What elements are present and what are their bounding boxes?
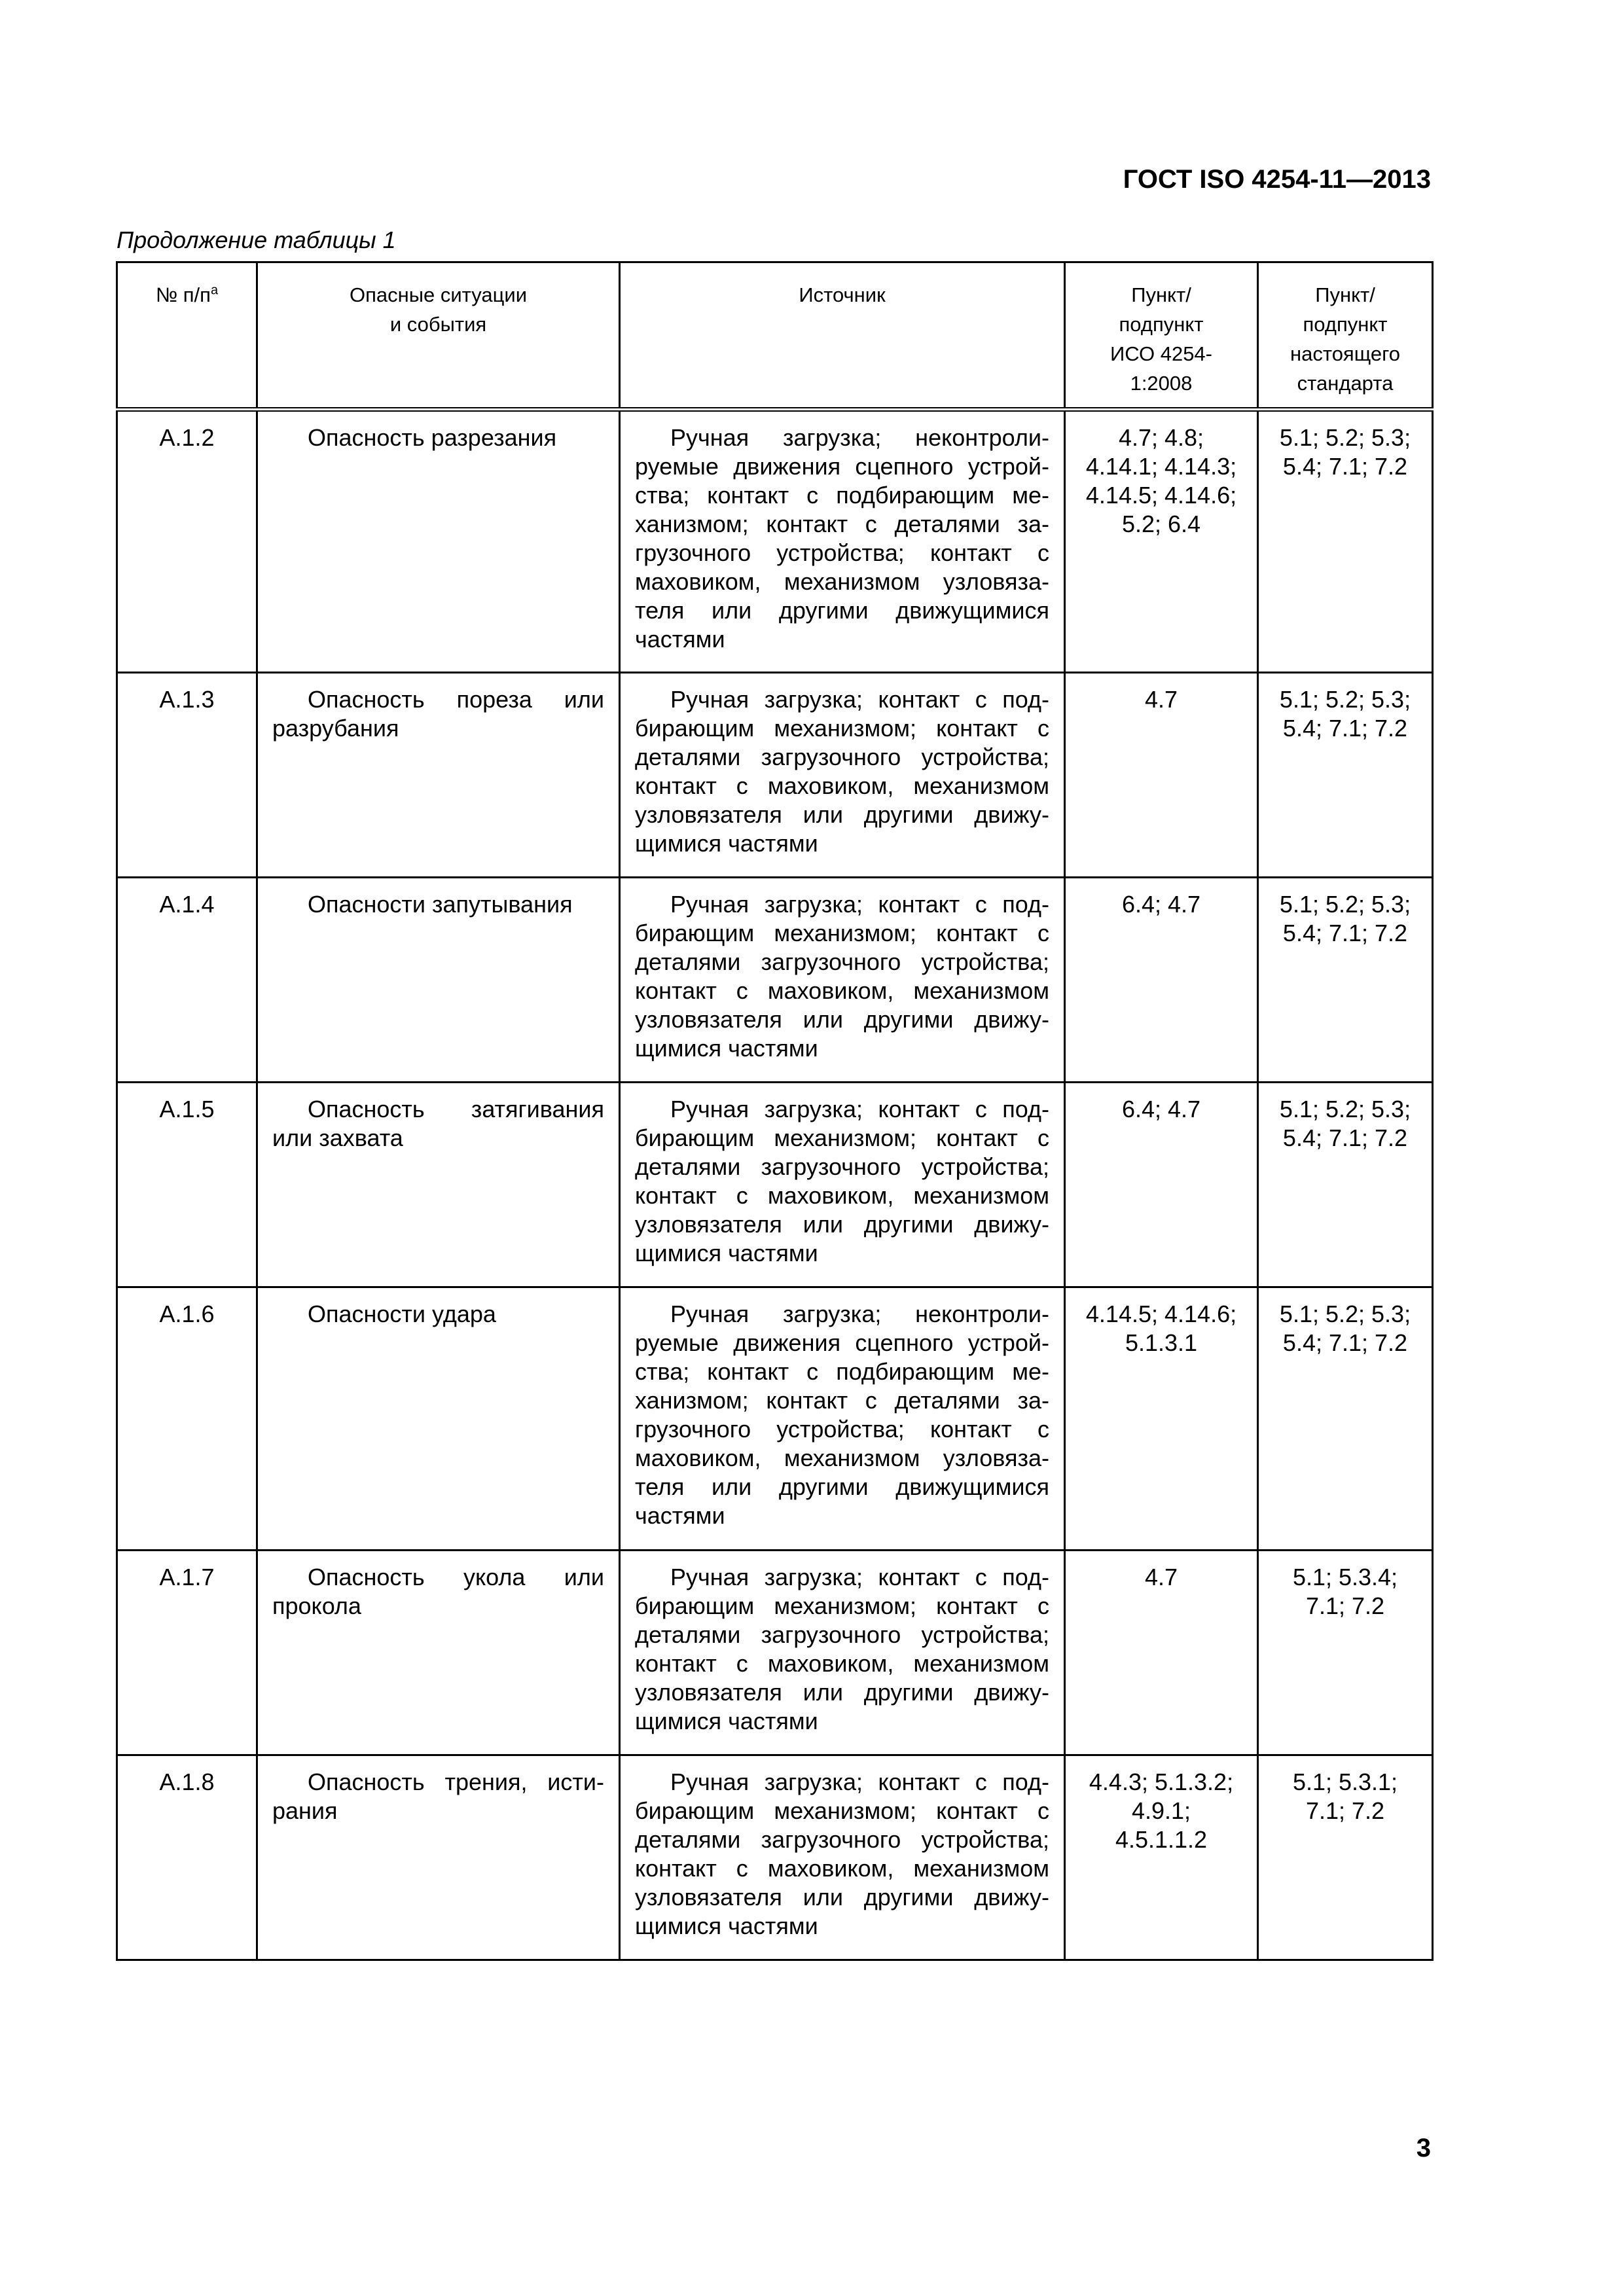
hazard-situation-cell: Опасность затягивания или захвата xyxy=(257,1083,620,1287)
document-standard-header: ГОСТ ISO 4254-11—2013 xyxy=(1123,165,1431,194)
row-number-cell: А.1.8 xyxy=(117,1755,257,1960)
std-clause-cell xyxy=(1258,1551,1433,1755)
row-number-cell: А.1.4 xyxy=(117,878,257,1083)
row-number-cell: А.1.2 xyxy=(117,410,257,673)
header-situations xyxy=(257,262,620,410)
table-row xyxy=(117,1083,1433,1287)
header-num-footnote-mark: a xyxy=(210,283,219,298)
hazard-source-cell: Ручная загрузка; контакт с подбирающим механизмом; контакт с деталями загрузочного устройства; контакт с маховиком, механизмом узловязателя или другими движущимися частями xyxy=(620,878,1065,1083)
header-std-line: Пункт/ xyxy=(1315,283,1375,306)
hazard-source-cell: Ручная загрузка; неконтролируемые движения сцепного устройства; контакт с подбирающим механизмом; контакт с деталями загрузочного устройства; контакт с маховиком, механизмом узловязателя или другими движущимися частями xyxy=(620,1287,1065,1551)
table-caption: Продолжение таблицы 1 xyxy=(117,226,396,253)
header-iso-clause xyxy=(1065,262,1258,410)
std-clause-cell xyxy=(1258,410,1433,673)
iso-clause-line: 5.1.3.1 xyxy=(1125,1329,1198,1356)
header-source-label: Источник xyxy=(799,283,886,306)
iso-clause-cell xyxy=(1065,673,1258,878)
iso-clause-line: 4.14.5; 4.14.6; xyxy=(1085,482,1237,509)
table-row xyxy=(117,878,1433,1083)
row-number-cell: А.1.5 xyxy=(117,1083,257,1287)
iso-clause-line: 4.4.3; 5.1.3.2; xyxy=(1089,1768,1234,1795)
iso-clause-cell xyxy=(1065,1287,1258,1551)
row-number-cell: А.1.3 xyxy=(117,673,257,878)
iso-clause-cell xyxy=(1065,878,1258,1083)
std-clause-cell xyxy=(1258,1083,1433,1287)
hazard-situation-cell: Опасность трения, истирания xyxy=(257,1755,620,1960)
table-row xyxy=(117,1755,1433,1960)
iso-clause-line: 4.14.1; 4.14.3; xyxy=(1085,453,1237,480)
hazard-situation-cell: Опасность пореза или разрубания xyxy=(257,673,620,878)
hazard-situation-cell: Опасности удара xyxy=(257,1287,620,1551)
hazard-source-cell: Ручная загрузка; контакт с подбирающим механизмом; контакт с деталями загрузочного устройства; контакт с маховиком, механизмом узловязателя или другими движущимися частями xyxy=(620,1551,1065,1755)
hazards-table xyxy=(116,261,1434,1961)
std-clause-cell xyxy=(1258,673,1433,878)
iso-clause-cell xyxy=(1065,1755,1258,1960)
header-situations-line: и события xyxy=(389,313,487,336)
table-row xyxy=(117,410,1433,673)
header-std-line: настоящего xyxy=(1290,342,1400,365)
iso-clause-line: 4.7; 4.8; xyxy=(1118,424,1204,451)
header-num xyxy=(117,262,257,410)
hazard-situation-cell: Опасность разрезания xyxy=(257,410,620,673)
std-clause-line: 5.1; 5.2; 5.3; xyxy=(1279,686,1411,713)
table-header-row xyxy=(117,262,1433,410)
header-num-label: № п/п xyxy=(155,283,211,306)
table-row xyxy=(117,1287,1433,1551)
header-std-line: стандарта xyxy=(1297,372,1394,395)
header-std-clause xyxy=(1258,262,1433,410)
header-iso-line: 1:2008 xyxy=(1130,372,1193,395)
std-clause-line: 7.1; 7.2 xyxy=(1305,1797,1385,1824)
table-row xyxy=(117,673,1433,878)
header-situations-line: Опасные ситуации xyxy=(349,283,528,306)
table-body xyxy=(117,410,1433,1960)
header-iso-line: Пункт/ xyxy=(1131,283,1191,306)
std-clause-line: 5.4; 7.1; 7.2 xyxy=(1282,453,1408,480)
header-std-line: подпункт xyxy=(1303,313,1388,336)
iso-clause-line: 4.5.1.1.2 xyxy=(1115,1826,1208,1853)
row-number-cell: А.1.6 xyxy=(117,1287,257,1551)
std-clause-line: 5.4; 7.1; 7.2 xyxy=(1282,715,1408,742)
iso-clause-line: 5.2; 6.4 xyxy=(1121,511,1201,537)
std-clause-cell xyxy=(1258,1755,1433,1960)
iso-clause-line: 4.14.5; 4.14.6; xyxy=(1085,1300,1237,1327)
row-number-cell: А.1.7 xyxy=(117,1551,257,1755)
hazard-situation-cell: Опасность укола или прокола xyxy=(257,1551,620,1755)
hazard-situation-cell: Опасности запутывания xyxy=(257,878,620,1083)
std-clause-line: 5.4; 7.1; 7.2 xyxy=(1282,1329,1408,1356)
page-number: 3 xyxy=(1416,2134,1431,2162)
std-clause-line: 5.1; 5.2; 5.3; xyxy=(1279,424,1411,451)
iso-clause-line: 4.9.1; xyxy=(1131,1797,1191,1824)
std-clause-line: 5.1; 5.2; 5.3; xyxy=(1279,1096,1411,1122)
table-header xyxy=(117,262,1433,410)
hazard-source-cell: Ручная загрузка; контакт с подбирающим механизмом; контакт с деталями загрузочного устройства; контакт с маховиком, механизмом узловязателя или другими движущимися частями xyxy=(620,1755,1065,1960)
header-source xyxy=(620,262,1065,410)
std-clause-cell xyxy=(1258,1287,1433,1551)
std-clause-line: 5.4; 7.1; 7.2 xyxy=(1282,920,1408,946)
iso-clause-line: 6.4; 4.7 xyxy=(1121,891,1201,918)
std-clause-cell xyxy=(1258,878,1433,1083)
hazard-source-cell: Ручная загрузка; контакт с подбирающим механизмом; контакт с деталями загрузочного устройства; контакт с маховиком, механизмом узловязателя или другими движущимися частями xyxy=(620,1083,1065,1287)
table-row xyxy=(117,1551,1433,1755)
std-clause-line: 5.4; 7.1; 7.2 xyxy=(1282,1124,1408,1151)
iso-clause-line: 4.7 xyxy=(1144,686,1178,713)
iso-clause-cell xyxy=(1065,1083,1258,1287)
iso-clause-cell xyxy=(1065,410,1258,673)
iso-clause-line: 6.4; 4.7 xyxy=(1121,1096,1201,1122)
hazard-source-cell: Ручная загрузка; неконтролируемые движения сцепного устройства; контакт с подбирающим механизмом; контакт с деталями загрузочного устройства; контакт с маховиком, механизмом узловязателя или другими движущимися частями xyxy=(620,410,1065,673)
header-iso-line: ИСО 4254- xyxy=(1110,342,1212,365)
iso-clause-cell xyxy=(1065,1551,1258,1755)
std-clause-line: 5.1; 5.3.4; xyxy=(1292,1564,1398,1590)
std-clause-line: 7.1; 7.2 xyxy=(1305,1592,1385,1619)
std-clause-line: 5.1; 5.2; 5.3; xyxy=(1279,891,1411,918)
std-clause-line: 5.1; 5.3.1; xyxy=(1292,1768,1398,1795)
std-clause-line: 5.1; 5.2; 5.3; xyxy=(1279,1300,1411,1327)
iso-clause-line: 4.7 xyxy=(1144,1564,1178,1590)
header-iso-line: подпункт xyxy=(1119,313,1204,336)
hazards-table-container xyxy=(116,261,1432,1961)
hazard-source-cell: Ручная загрузка; контакт с подбирающим механизмом; контакт с деталями загрузочного устройства; контакт с маховиком, механизмом узловязателя или другими движущимися частями xyxy=(620,673,1065,878)
